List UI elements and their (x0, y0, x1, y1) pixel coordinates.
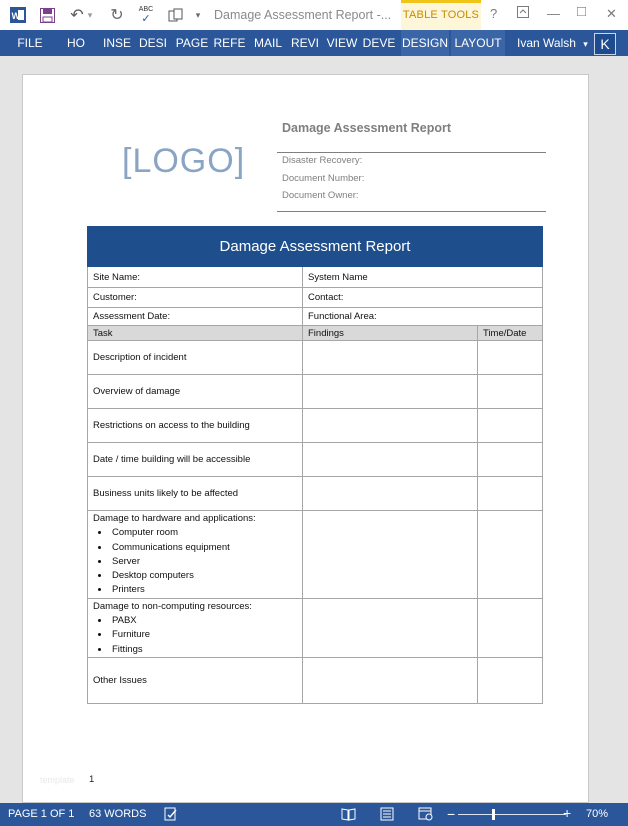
assessment-date-cell[interactable]: Assessment Date: (88, 308, 303, 326)
time-date-cell[interactable] (478, 443, 543, 477)
table-row (88, 511, 543, 599)
tab-table-design[interactable]: DESIGN (401, 30, 449, 56)
time-date-cell[interactable] (478, 477, 543, 511)
time-date-cell[interactable] (478, 341, 543, 375)
table-tools-label: TABLE TOOLS (401, 0, 481, 30)
time-date-cell[interactable] (478, 598, 543, 657)
list-item: • Server (110, 555, 297, 569)
table-row (88, 308, 543, 326)
tab-design[interactable]: DESI (138, 36, 167, 50)
customer-cell[interactable]: Customer: (88, 288, 303, 308)
header-rule-bottom (277, 211, 546, 212)
web-layout-icon[interactable] (418, 807, 433, 824)
task-cell[interactable] (88, 511, 303, 599)
findings-cell[interactable] (303, 657, 478, 703)
tab-developer[interactable]: DEVE (362, 36, 396, 50)
task-cell[interactable]: Business units likely to be affected (88, 477, 303, 511)
title-bar (0, 0, 628, 30)
redo-icon[interactable]: ↻ (110, 7, 124, 24)
bullet-list (93, 614, 297, 657)
word-app-icon[interactable] (9, 6, 27, 24)
contact-cell[interactable]: Contact: (303, 288, 543, 308)
table-row (88, 657, 543, 703)
meta-document-number: Document Number: (282, 173, 365, 184)
page-count[interactable]: PAGE 1 OF 1 (8, 808, 75, 820)
svg-text:W: W (11, 11, 20, 21)
findings-cell[interactable] (303, 598, 478, 657)
zoom-slider-track[interactable] (458, 814, 566, 815)
task-heading: Damage to non-computing resources: (93, 600, 252, 612)
time-date-cell[interactable] (478, 375, 543, 409)
bullet-list (93, 526, 297, 597)
tab-table-layout[interactable]: LAYOUT (451, 30, 505, 56)
task-cell[interactable]: Overview of damage (88, 375, 303, 409)
meta-document-owner: Document Owner: (282, 190, 359, 201)
findings-cell[interactable] (303, 341, 478, 375)
findings-cell[interactable] (303, 511, 478, 599)
proofing-icon[interactable] (164, 807, 178, 824)
close-button[interactable]: ✕ (606, 6, 617, 21)
column-header-time-date[interactable]: Time/Date (478, 326, 543, 341)
list-item: • Furniture (110, 628, 297, 642)
task-cell[interactable]: Other Issues (88, 657, 303, 703)
findings-cell[interactable] (303, 375, 478, 409)
user-dropdown-icon: ▾ (583, 39, 588, 49)
task-cell[interactable]: Restrictions on access to the building (88, 409, 303, 443)
tab-file[interactable]: FILE (0, 30, 60, 56)
table-header-row (88, 326, 543, 341)
table-row (88, 341, 543, 375)
findings-cell[interactable] (303, 409, 478, 443)
logo-placeholder: [LOGO] (122, 142, 246, 180)
table-row (88, 598, 543, 657)
tab-references[interactable]: REFE (213, 36, 246, 50)
time-date-cell[interactable] (478, 511, 543, 599)
column-header-findings[interactable]: Findings (303, 326, 478, 341)
table-row (88, 477, 543, 511)
footer-watermark-logo: template (40, 775, 75, 785)
table-row (88, 267, 543, 288)
zoom-slider-thumb[interactable] (492, 809, 495, 820)
task-cell[interactable]: Date / time building will be accessible (88, 443, 303, 477)
zoom-level[interactable]: 70% (586, 808, 609, 820)
meta-disaster-recovery: Disaster Recovery: (282, 155, 363, 166)
assessment-table (87, 226, 543, 704)
list-item: • Computer room (110, 526, 297, 540)
word-count[interactable]: 63 WORDS (89, 808, 147, 820)
table-row (88, 375, 543, 409)
time-date-cell[interactable] (478, 409, 543, 443)
table-row (88, 409, 543, 443)
help-button[interactable]: ? (490, 6, 498, 21)
findings-cell[interactable] (303, 443, 478, 477)
spelling-check-icon[interactable]: ABC ✓ (138, 6, 154, 25)
column-header-task[interactable]: Task (88, 326, 303, 341)
list-item: • Fittings (110, 643, 297, 657)
minimize-button[interactable]: — (547, 6, 560, 21)
tab-page-layout[interactable]: PAGE (175, 36, 209, 50)
functional-area-cell[interactable]: Functional Area: (303, 308, 543, 326)
list-item: • Desktop computers (110, 569, 297, 583)
header-title: Damage Assessment Report (282, 121, 452, 135)
task-heading: Damage to hardware and applications: (93, 513, 256, 524)
task-cell[interactable] (88, 598, 303, 657)
undo-dropdown-icon[interactable]: ▾ (87, 9, 93, 20)
zoom-in-button[interactable]: + (563, 805, 572, 821)
status-bar (0, 803, 628, 826)
undo-icon[interactable]: ↶ (70, 7, 84, 24)
user-account[interactable] (517, 30, 588, 56)
save-icon[interactable] (38, 6, 56, 24)
header-rule-top (277, 152, 546, 153)
ribbon-display-options-button[interactable] (517, 6, 529, 21)
system-name-cell[interactable]: System Name (303, 267, 543, 288)
document-title: Damage Assessment Report -... (214, 8, 392, 22)
table-banner-row (88, 227, 543, 267)
tab-insert[interactable]: INSE (102, 36, 131, 50)
tab-view[interactable]: VIEW (326, 36, 358, 50)
ribbon-tabs (0, 30, 628, 56)
table-row (88, 443, 543, 477)
zoom-out-button[interactable]: − (447, 806, 456, 822)
user-name: Ivan Walsh (517, 36, 576, 50)
list-item: • Communications equipment (110, 541, 297, 555)
new-document-icon[interactable] (166, 6, 184, 24)
tab-mailings[interactable]: MAIL (253, 36, 282, 50)
restore-button[interactable]: □ (577, 3, 587, 20)
site-name-cell[interactable]: Site Name: (88, 267, 303, 288)
findings-cell[interactable] (303, 477, 478, 511)
customize-toolbar-icon[interactable]: ▾ (195, 9, 201, 20)
page-number: 1 (89, 774, 95, 785)
table-banner: Damage Assessment Report (88, 227, 543, 267)
task-cell[interactable]: Description of incident (88, 341, 303, 375)
tab-home[interactable]: HO (67, 36, 85, 50)
avatar[interactable]: K (594, 33, 616, 55)
read-mode-icon[interactable] (341, 807, 356, 824)
tab-review[interactable]: REVI (290, 36, 319, 50)
time-date-cell[interactable] (478, 657, 543, 703)
list-item: • Printers (110, 583, 297, 597)
print-layout-icon[interactable] (380, 807, 394, 824)
table-row (88, 288, 543, 308)
list-item: • PABX (110, 614, 297, 628)
